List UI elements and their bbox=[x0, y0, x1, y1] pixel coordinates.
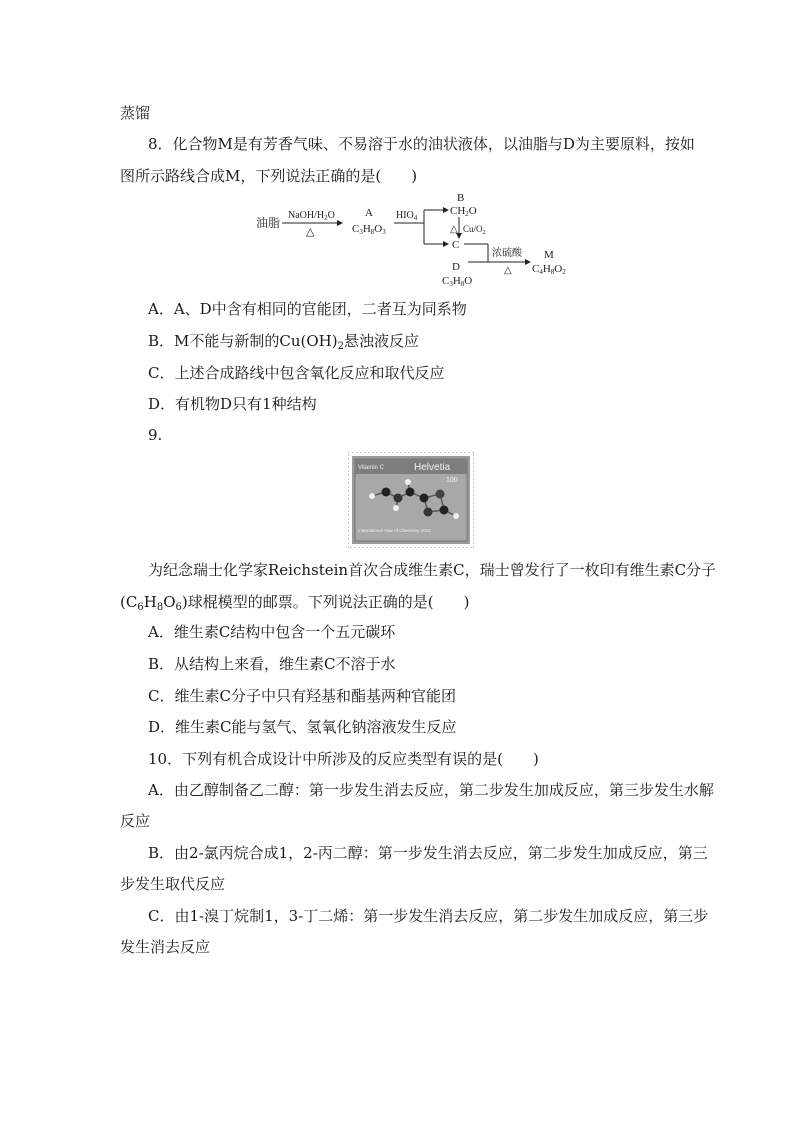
q10-stem: 10．下列有机合成设计中所涉及的反应类型有误的是( ) bbox=[148, 750, 539, 768]
q8-option-c: C．上述合成路线中包含氧化反应和取代反应 bbox=[148, 364, 445, 382]
q10-option-c-line-2: 发生消去反应 bbox=[120, 938, 211, 956]
vitamin-c-stamp-image bbox=[348, 452, 474, 548]
q8-option-b: B．M不能与新制的$Cu(OH)_2$悬浊液反应 bbox=[148, 332, 419, 352]
heat-symbol-2: △ bbox=[450, 224, 458, 235]
reagent-naoh: NaOH/$H_2O$ bbox=[288, 210, 335, 222]
intro-tail: 蒸馏 bbox=[120, 104, 151, 122]
formula-A: C3H8O3 bbox=[352, 223, 386, 236]
reagent-cu-o2: $Cu/O_2$ bbox=[463, 224, 486, 236]
stamp-title-left: Vitamin C bbox=[358, 465, 384, 471]
stamp-caption: International Year of Chemistry 2011 bbox=[358, 528, 431, 533]
reagent-hio4: $HIO_4$ bbox=[396, 210, 418, 222]
q9-stem-line-1: 为纪念瑞士化学家Reichstein首次合成维生素C，瑞士曾发行了一枚印有维生素C分子 bbox=[148, 561, 717, 579]
q8-stem-line-2: 图所示路线合成M，下列说法正确的是( ) bbox=[120, 167, 418, 185]
q9-option-a: A．维生素C结构中包含一个五元碳环 bbox=[148, 623, 396, 641]
scheme-start-oil: 油脂 bbox=[256, 216, 281, 230]
label-C: C bbox=[452, 239, 460, 251]
formula-B: CH2O bbox=[450, 205, 477, 218]
label-B: B bbox=[457, 192, 465, 204]
q8-synthesis-scheme bbox=[248, 190, 588, 290]
heat-symbol-1: △ bbox=[306, 226, 315, 238]
formula-M: C4H8O2 bbox=[532, 263, 566, 276]
q8-stem-line-1: 8．化合物M是有芳香气味、不易溶于水的油状液体，以油脂与D为主要原料，按如 bbox=[148, 135, 695, 153]
q9-option-d: D．维生素C能与氢气、氢氧化钠溶液发生反应 bbox=[148, 718, 457, 736]
formula-D: C3H8O bbox=[442, 275, 473, 288]
q8-option-a: A．A、D中含有相同的官能团，二者互为同系物 bbox=[148, 300, 467, 318]
stamp-title-right: Helvetia bbox=[414, 462, 451, 473]
q10-option-c-line-1: C．由1-溴丁烷制1，3-丁二烯：第一步发生消去反应，第二步发生加成反应，第三步 bbox=[148, 907, 709, 925]
heat-symbol-3: △ bbox=[504, 265, 512, 276]
q10-option-b-line-2: 步发生取代反应 bbox=[120, 875, 226, 893]
q10-option-b-line-1: B．由2-氯丙烷合成1，2-丙二醇：第一步发生消去反应，第二步发生加成反应，第三 bbox=[148, 844, 708, 862]
q9-stem-line-2: $(C_6H_8O_6)$球棍模型的邮票。下列说法正确的是( ) bbox=[120, 593, 470, 613]
q10-option-a-line-2: 反应 bbox=[120, 812, 151, 830]
label-M: M bbox=[544, 249, 554, 261]
stamp-value: 100 bbox=[446, 477, 458, 484]
label-D: D bbox=[452, 261, 460, 273]
q10-option-a-line-1: A．由乙醇制备乙二醇：第一步发生消去反应，第二步发生加成反应，第三步发生水解 bbox=[148, 781, 714, 799]
q9-option-b: B．从结构上来看，维生素C不溶于水 bbox=[148, 655, 396, 673]
q9-option-c: C．维生素C分子中只有羟基和酯基两种官能团 bbox=[148, 687, 456, 705]
reagent-h2so4: 浓硫酸 bbox=[492, 248, 522, 259]
label-A: A bbox=[365, 207, 373, 219]
q9-number: 9. bbox=[148, 426, 163, 444]
q8-option-d: D．有机物D只有1种结构 bbox=[148, 395, 317, 413]
